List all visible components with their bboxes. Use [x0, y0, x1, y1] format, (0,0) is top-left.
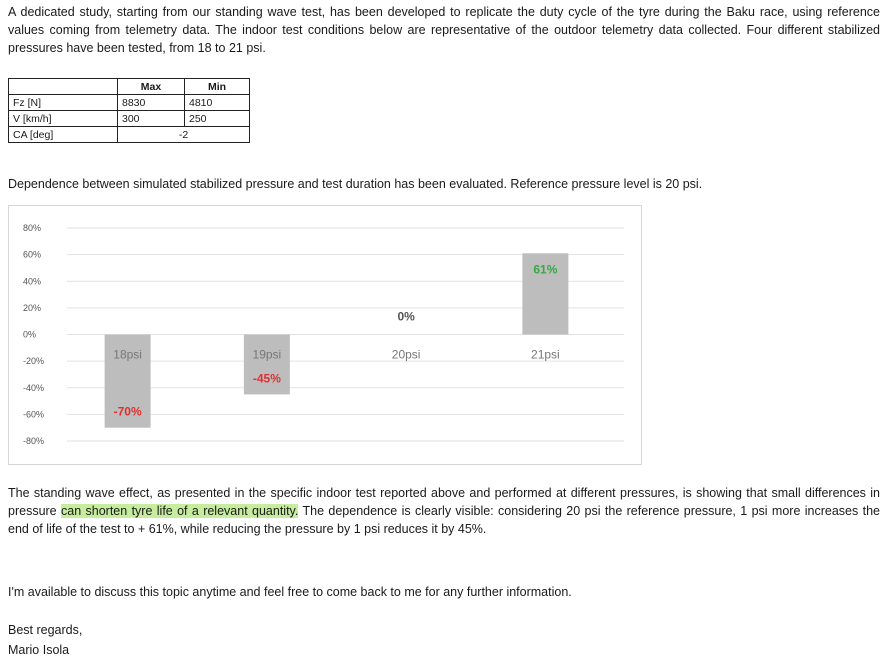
- y-tick-label: -20%: [23, 356, 45, 367]
- pressure-duration-chart: [8, 205, 642, 465]
- row-label: Fz [N]: [9, 95, 118, 111]
- category-label: 20psi: [391, 347, 421, 362]
- test-conditions-table: [8, 78, 250, 143]
- y-tick-label: 20%: [23, 302, 42, 313]
- result-text-after: The dependence is clearly visible: considering 20 psi the reference pressure, 1 psi more increases the end of life of the test to + 61%, while reducing the pressure by 1 psi reduces it by 45%.: [8, 504, 880, 536]
- result-text-before: The standing wave effect, as presented in the specific indoor test reported above and performed at different pressures, is showing that small differences in pressure: [8, 486, 880, 518]
- min-cell: 4810: [185, 95, 250, 111]
- table-row: [9, 111, 250, 127]
- y-tick-label: -80%: [23, 436, 45, 446]
- data-label: 61%: [533, 262, 558, 277]
- data-label: -45%: [252, 371, 281, 386]
- y-tick-label: 40%: [23, 276, 42, 287]
- table-header-cell: Min: [185, 79, 250, 95]
- y-tick-label: 60%: [23, 249, 42, 260]
- row-label: CA [deg]: [9, 127, 118, 143]
- bar: [244, 335, 290, 395]
- table-row: [9, 127, 250, 143]
- max-cell: 8830: [118, 95, 185, 111]
- min-cell: 250: [185, 111, 250, 127]
- table-row: [9, 95, 250, 111]
- availability-paragraph: I'm available to discuss this topic anytime and feel free to come back to me for any further information.: [8, 585, 572, 599]
- category-label: 21psi: [531, 347, 560, 362]
- chart-svg: [9, 206, 641, 464]
- y-tick-label: -60%: [23, 409, 45, 420]
- category-label: 18psi: [113, 347, 142, 362]
- y-tick-label: 0%: [23, 329, 37, 340]
- ca-value-cell: -2: [118, 127, 250, 143]
- table-header-row: [9, 79, 250, 95]
- max-cell: 300: [118, 111, 185, 127]
- category-label: 19psi: [252, 347, 282, 362]
- data-label: -70%: [113, 404, 142, 419]
- result-paragraph: [8, 484, 880, 538]
- y-tick-label: -40%: [23, 382, 45, 393]
- highlighted-text: can shorten tyre life of a relevant quantity.: [61, 504, 299, 518]
- table-header-cell: [9, 79, 118, 95]
- dependence-paragraph: Dependence between simulated stabilized pressure and test duration has been evaluated. Reference pressure level is 20 psi.: [8, 177, 703, 191]
- intro-paragraph: A dedicated study, starting from our standing wave test, has been developed to replicate the duty cycle of the tyre during the Baku race, using reference values coming from telemetry data. The indoor test conditions below are representative of the outdoor telemetry data collected. Four different stabilized pressures have been tested, from 18 to 21 psi.: [8, 5, 880, 55]
- data-label: 0%: [397, 309, 415, 324]
- row-label: V [km/h]: [9, 111, 118, 127]
- signature-name: Mario Isola: [8, 643, 70, 657]
- table-header-cell: Max: [118, 79, 185, 95]
- y-tick-label: 80%: [23, 223, 42, 233]
- closing-line: Best regards,: [8, 623, 83, 637]
